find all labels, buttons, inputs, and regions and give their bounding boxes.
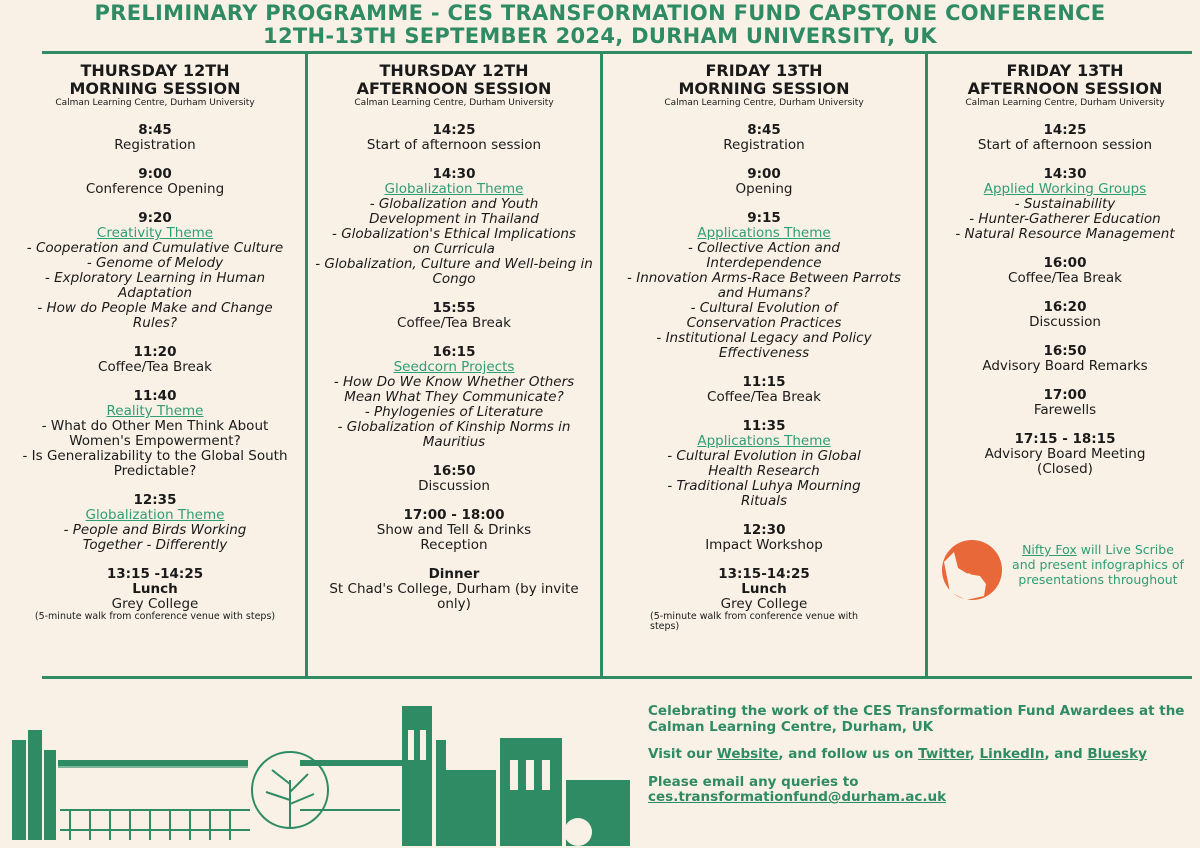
talk-title: - Natural Resource Management (955, 226, 1175, 242)
time-label: 16:50 (1043, 343, 1087, 359)
talk-title: - Genome of Melody (86, 255, 224, 271)
event-text: Registration (723, 137, 805, 153)
bottom-divider (42, 676, 1192, 679)
top-divider (42, 51, 1192, 54)
social-links (648, 747, 1188, 763)
time-label: 12:35 (133, 492, 177, 508)
talk-title: - What do Other Men Think About Women's Empowerment? (41, 418, 269, 449)
venue-label: Calman Learning Centre, Durham University (664, 98, 864, 108)
day-title: FRIDAY 13TH (1006, 61, 1124, 80)
event-text: Start of afternoon session (977, 137, 1153, 153)
time-label: 9:00 (138, 166, 172, 182)
thursday-morning-column (5, 62, 305, 636)
time-label: 14:30 (432, 166, 476, 182)
website-link[interactable]: Website (716, 746, 779, 762)
event-text: Coffee/Tea Break (397, 315, 511, 331)
event-text: Coffee/Tea Break (707, 389, 821, 405)
theme-link[interactable]: Applications Theme (697, 433, 831, 449)
time-label: 14:25 (1043, 122, 1087, 138)
day-title: THURSDAY 12TH (80, 61, 230, 80)
event-text: Conference Opening (85, 181, 225, 197)
lunch-label: Lunch (132, 581, 178, 597)
event-text: Farewells (1033, 402, 1097, 418)
time-label: 15:55 (432, 300, 476, 316)
celebrate-text: Celebrating the work of the CES Transformation Fund Awardees at the Calman Learning Centre, Durham, UK (648, 703, 1185, 735)
time-label: 16:00 (1043, 255, 1087, 271)
theme-link[interactable]: Reality Theme (106, 403, 204, 419)
talk-title: - Institutional Legacy and Policy Effectiveness (656, 330, 872, 361)
time-label: 11:35 (742, 418, 786, 434)
event-text: Start of afternoon session (366, 137, 542, 153)
time-label: 14:25 (432, 122, 476, 138)
time-label: 11:40 (133, 388, 177, 404)
talk-title: - Globalization, Culture and Well-being in Congo (315, 256, 593, 287)
friday-morning-column (606, 62, 922, 646)
venue-label: Calman Learning Centre, Durham University (354, 98, 554, 108)
lunch-label: Lunch (741, 581, 787, 597)
event-text: Advisory Board Remarks (982, 358, 1148, 374)
talk-title: - Traditional Luhya Mourning Rituals (667, 478, 861, 509)
email-prompt: Please email any queries to (648, 773, 859, 790)
time-label: 11:15 (742, 374, 786, 390)
event-text: Coffee/Tea Break (1008, 270, 1122, 286)
talk-title: - Hunter-Gatherer Education (969, 211, 1161, 227)
time-label: 17:00 (1043, 387, 1087, 403)
theme-link[interactable]: Globalization Theme (85, 507, 225, 523)
event-text: Advisory Board Meeting (Closed) (984, 446, 1146, 477)
friday-afternoon-column (930, 62, 1200, 491)
day-title: FRIDAY 13TH (705, 61, 823, 80)
email-text (648, 775, 1188, 806)
session-title: MORNING SESSION (69, 79, 241, 98)
follow-text: , and follow us on (778, 746, 919, 762)
time-label: 13:15-14:25 (718, 566, 810, 582)
nifty-fox-note (1010, 542, 1186, 587)
theme-link[interactable]: Globalization Theme (384, 181, 524, 197)
talk-title: - People and Birds Working Together - Differently (63, 522, 247, 553)
time-label: 16:15 (432, 344, 476, 360)
talk-title: - Cooperation and Cumulative Culture (26, 240, 284, 256)
event-text: Grey College (111, 596, 199, 612)
walk-note: (5-minute walk from conference venue with steps) (34, 611, 276, 622)
twitter-link[interactable]: Twitter (918, 746, 970, 762)
footer-info (648, 704, 1188, 818)
time-label: 11:20 (133, 344, 177, 360)
thursday-afternoon-column (308, 62, 600, 626)
venue-label: Calman Learning Centre, Durham University (965, 98, 1165, 108)
session-title: MORNING SESSION (678, 79, 850, 98)
nifty-fox-text: will Live Scribe and present infographics of presentations throughout (1012, 542, 1184, 587)
nifty-fox-link[interactable]: Nifty Fox (1022, 542, 1077, 557)
talk-title: - Globalization's Ethical Implications on Curricula (332, 226, 576, 257)
event-text: Discussion (418, 478, 490, 494)
column-divider (600, 51, 603, 676)
time-label: 8:45 (747, 122, 781, 138)
talk-title: - Collective Action and Interdependence (688, 240, 840, 271)
talk-title: - Cultural Evolution of Conservation Practices (686, 300, 842, 331)
event-text: Coffee/Tea Break (98, 359, 212, 375)
durham-skyline-illustration (0, 700, 640, 848)
email-link[interactable]: ces.transformationfund@durham.ac.uk (648, 789, 947, 805)
session-title: AFTERNOON SESSION (356, 79, 552, 98)
linkedin-link[interactable]: LinkedIn (979, 746, 1045, 762)
theme-link[interactable]: Seedcorn Projects (393, 359, 515, 375)
page-header (0, 2, 1200, 48)
event-text: Impact Workshop (705, 537, 823, 553)
nifty-fox-logo (940, 534, 1004, 606)
venue-label: Calman Learning Centre, Durham University (55, 98, 255, 108)
talk-title: - Is Generalizability to the Global South Predictable? (22, 448, 288, 479)
time-label: 16:20 (1043, 299, 1087, 315)
column-divider (925, 51, 928, 676)
event-text: Grey College (720, 596, 808, 612)
time-label: 14:30 (1043, 166, 1087, 182)
visit-text: Visit our (648, 746, 717, 762)
talk-title: - Sustainability (1014, 196, 1116, 212)
talk-title: - Exploratory Learning in Human Adaptation (44, 270, 266, 301)
talk-title: - How do People Make and Change Rules? (37, 300, 273, 331)
time-label: 17:00 - 18:00 (403, 507, 505, 523)
day-title: THURSDAY 12TH (379, 61, 529, 80)
time-label: 9:00 (747, 166, 781, 182)
time-label: 16:50 (432, 463, 476, 479)
time-label: Dinner (428, 566, 480, 582)
talk-title: - Phylogenies of Literature (364, 404, 544, 420)
header-subtitle: 12TH-13TH SEPTEMBER 2024, DURHAM UNIVERSITY, UK (263, 24, 937, 48)
talk-title: - Cultural Evolution in Global Health Research (667, 448, 861, 479)
talk-title: - How Do We Know Whether Others Mean What They Communicate? (333, 374, 575, 405)
bluesky-link[interactable]: Bluesky (1087, 746, 1147, 762)
header-title: PRELIMINARY PROGRAMME - CES TRANSFORMATION FUND CAPSTONE CONFERENCE (94, 1, 1106, 25)
event-text: Discussion (1029, 314, 1101, 330)
time-label: 13:15 -14:25 (106, 566, 204, 582)
time-label: 9:20 (138, 210, 172, 226)
time-label: 8:45 (138, 122, 172, 138)
time-label: 9:15 (747, 210, 781, 226)
session-title: AFTERNOON SESSION (967, 79, 1163, 98)
theme-link[interactable]: Creativity Theme (96, 225, 214, 241)
talk-title: - Globalization and Youth Development in Thailand (369, 196, 539, 227)
theme-link[interactable]: Applied Working Groups (983, 181, 1147, 197)
event-text: Opening (735, 181, 793, 197)
talk-title: - Globalization of Kinship Norms in Mauritius (337, 419, 571, 450)
event-text: Registration (114, 137, 196, 153)
walk-note: (5-minute walk from conference venue with steps) (650, 611, 859, 632)
separator-text: , (969, 746, 980, 762)
event-text: Show and Tell & Drinks Reception (376, 522, 532, 553)
event-text: St Chad's College, Durham (by invite only) (329, 581, 579, 612)
talk-title: - Innovation Arms-Race Between Parrots and Humans? (627, 270, 901, 301)
time-label: 12:30 (742, 522, 786, 538)
time-label: 17:15 - 18:15 (1014, 431, 1116, 447)
theme-link[interactable]: Applications Theme (697, 225, 831, 241)
separator-text: , and (1044, 746, 1088, 762)
